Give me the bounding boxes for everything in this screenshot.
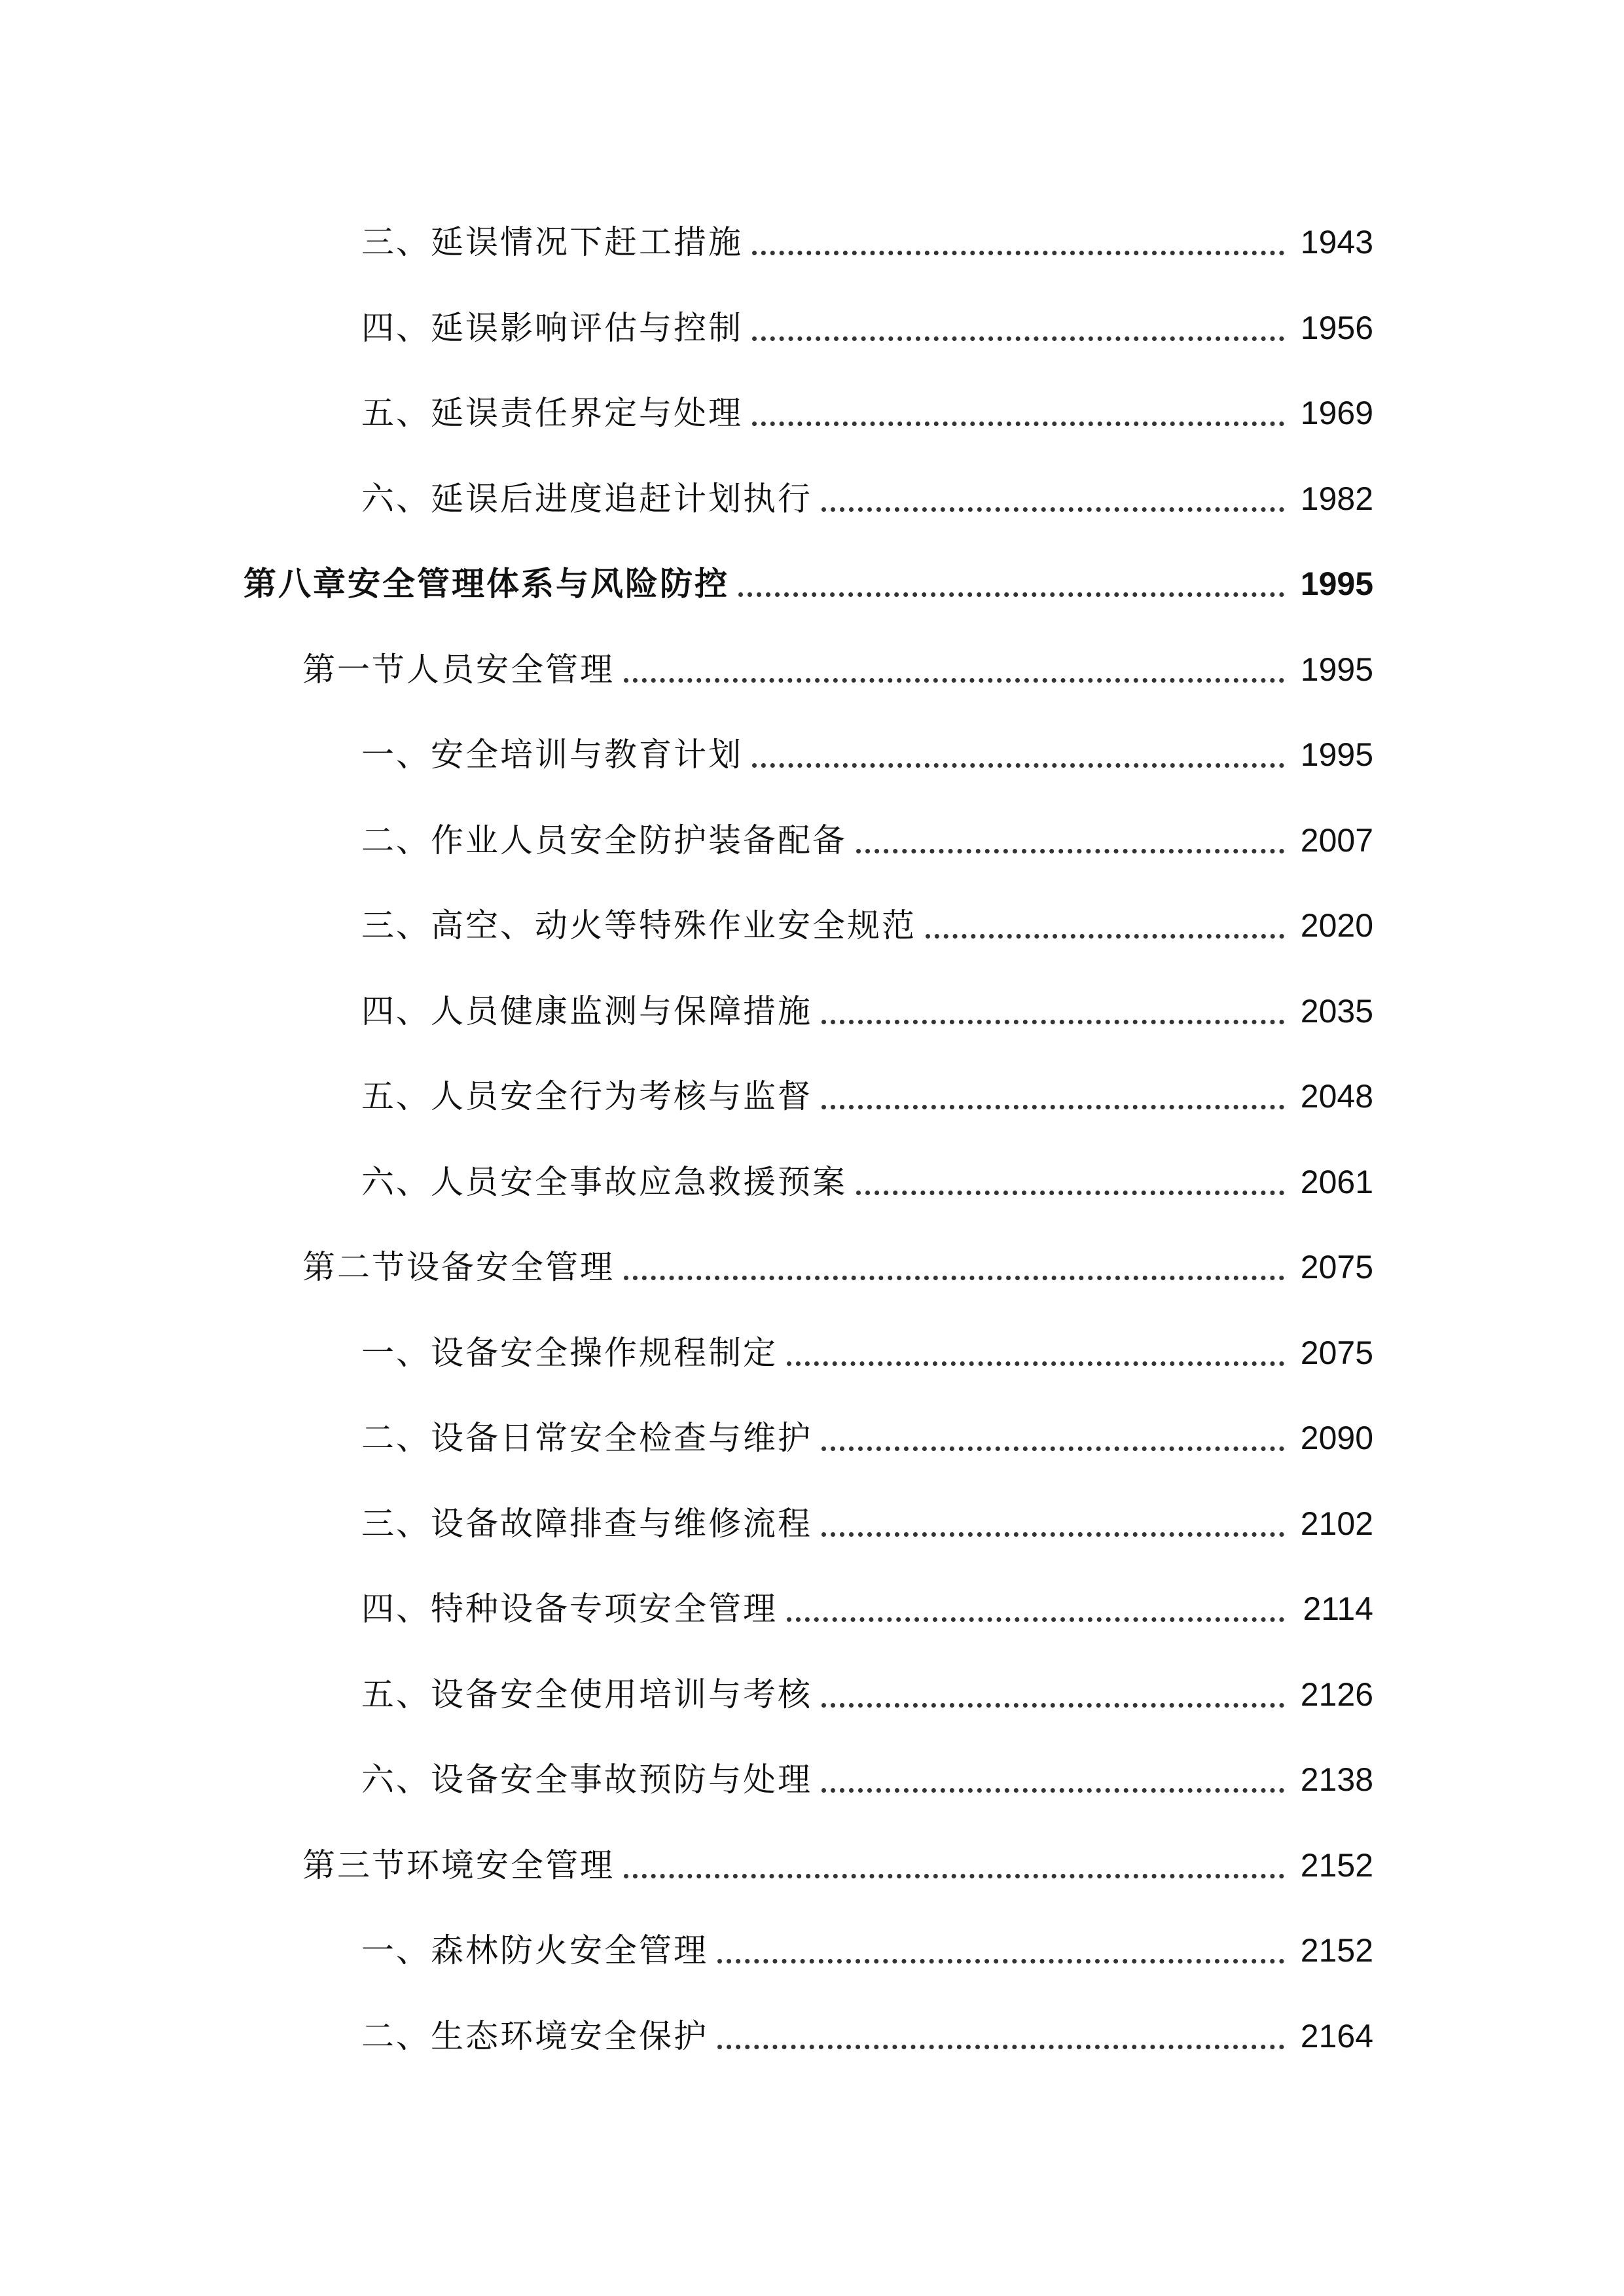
toc-entry-page-number: 2152 <box>1300 1846 1373 1884</box>
toc-dot-leader <box>752 734 1284 768</box>
toc-entry[interactable] <box>0 1399 1624 1458</box>
toc-entry-page-number: 2114 <box>1303 1590 1373 1627</box>
toc-entry[interactable] <box>0 715 1624 774</box>
toc-entry-title: 六、设备安全事故预防与处理 <box>361 1760 821 1799</box>
toc-entry-title: 六、延误后进度追赶计划执行 <box>361 479 821 518</box>
toc-entry-title: 第一节人员安全管理 <box>302 650 624 689</box>
toc-entry-title: 三、延误情况下赶工措施 <box>361 223 752 262</box>
toc-entry[interactable] <box>0 972 1624 1031</box>
toc-dot-leader <box>787 1332 1284 1366</box>
toc-entry[interactable] <box>0 545 1624 603</box>
toc-entry-title: 一、设备安全操作规程制定 <box>361 1333 787 1372</box>
toc-entry-title: 第三节环境安全管理 <box>302 1846 624 1885</box>
toc-entry-page-number: 1943 <box>1300 224 1373 260</box>
toc-dot-leader <box>821 1075 1284 1109</box>
toc-entry-title: 一、安全培训与教育计划 <box>361 735 752 774</box>
toc-entry-page-number: 2035 <box>1300 992 1373 1030</box>
toc-entry-title: 四、人员健康监测与保障措施 <box>361 992 821 1031</box>
toc-entry-title: 三、设备故障排查与维修流程 <box>361 1504 821 1543</box>
toc-entry[interactable] <box>0 459 1624 518</box>
toc-dot-leader <box>752 221 1284 255</box>
toc-entry[interactable] <box>0 1057 1624 1116</box>
toc-entry[interactable] <box>0 1740 1624 1799</box>
toc-entry[interactable] <box>0 1314 1624 1372</box>
toc-entry-page-number: 2061 <box>1300 1163 1373 1200</box>
toc-entry-page-number: 1969 <box>1300 395 1373 431</box>
toc-entry-page-number: 2102 <box>1300 1505 1373 1542</box>
toc-entry-page-number: 2138 <box>1300 1761 1373 1798</box>
toc-entry[interactable] <box>0 1826 1624 1885</box>
toc-entry-title: 五、人员安全行为考核与监督 <box>361 1077 821 1116</box>
toc-dot-leader <box>717 2015 1284 2049</box>
toc-entry[interactable] <box>0 1655 1624 1714</box>
toc-dot-leader <box>856 819 1284 853</box>
toc-entry-title: 二、设备日常安全检查与维护 <box>361 1418 821 1458</box>
toc-entry-page-number: 2020 <box>1300 907 1373 944</box>
toc-entry-title: 二、作业人员安全防护装备配备 <box>361 821 856 860</box>
toc-entry-page-number: 1995 <box>1300 736 1373 773</box>
toc-entry[interactable] <box>0 886 1624 945</box>
toc-entry-title: 四、延误影响评估与控制 <box>361 308 752 348</box>
toc-entry-title: 四、特种设备专项安全管理 <box>361 1589 787 1628</box>
toc-entry[interactable] <box>0 630 1624 689</box>
toc-entry-page-number: 1956 <box>1300 309 1373 346</box>
toc-entry-page-number: 2048 <box>1300 1078 1373 1115</box>
toc-entry[interactable] <box>0 1911 1624 1970</box>
toc-entry-title: 一、森林防火安全管理 <box>361 1931 717 1970</box>
toc-dot-leader <box>624 1844 1284 1878</box>
toc-entry-page-number: 2164 <box>1300 2017 1373 2054</box>
toc-dot-leader <box>624 1246 1284 1280</box>
toc-entry-page-number: 1995 <box>1300 651 1373 688</box>
toc-entry-title: 第八章安全管理体系与风险防控 <box>244 564 738 603</box>
toc-entry[interactable] <box>0 203 1624 262</box>
toc-entry[interactable] <box>0 1997 1624 2056</box>
toc-dot-leader <box>787 1588 1284 1622</box>
toc-entry-page-number: 2075 <box>1300 1249 1373 1285</box>
toc-dot-leader <box>856 1161 1284 1195</box>
toc-dot-leader <box>821 1417 1284 1451</box>
toc-entry-title: 三、高空、动火等特殊作业安全规范 <box>361 906 926 945</box>
toc-entry[interactable] <box>0 801 1624 860</box>
toc-entry[interactable] <box>0 1143 1624 1202</box>
toc-dot-leader <box>752 307 1284 341</box>
toc-dot-leader <box>738 563 1284 597</box>
toc-entry-title: 五、延误责任界定与处理 <box>361 393 752 433</box>
toc-dot-leader <box>821 1503 1284 1537</box>
toc-dot-leader <box>821 478 1284 512</box>
toc-entry-page-number: 2126 <box>1300 1676 1373 1713</box>
toc-dot-leader <box>752 392 1284 426</box>
toc-dot-leader <box>926 905 1284 939</box>
toc-dot-leader <box>821 1759 1284 1793</box>
toc-entry-page-number: 1995 <box>1300 565 1373 602</box>
toc-entry[interactable] <box>0 374 1624 433</box>
toc-entry-title: 五、设备安全使用培训与考核 <box>361 1675 821 1714</box>
toc-entry-title: 六、人员安全事故应急救援预案 <box>361 1162 856 1202</box>
toc-entry-page-number: 2007 <box>1300 821 1373 859</box>
toc-entry[interactable] <box>0 1484 1624 1543</box>
toc-entry-title: 第二节设备安全管理 <box>302 1247 624 1287</box>
toc-entry[interactable] <box>0 1228 1624 1287</box>
toc-entry-page-number: 2075 <box>1300 1334 1373 1371</box>
toc-dot-leader <box>717 1929 1284 1964</box>
toc-dot-leader <box>821 990 1284 1024</box>
toc-dot-leader <box>624 649 1284 683</box>
toc-dot-leader <box>821 1674 1284 1708</box>
toc-entry-page-number: 1982 <box>1300 480 1373 517</box>
toc-entry-title: 二、生态环境安全保护 <box>361 2017 717 2056</box>
toc-entry[interactable] <box>0 1570 1624 1628</box>
toc-entry[interactable] <box>0 289 1624 348</box>
toc-entry-page-number: 2090 <box>1300 1420 1373 1456</box>
toc-entry-page-number: 2152 <box>1300 1932 1373 1969</box>
